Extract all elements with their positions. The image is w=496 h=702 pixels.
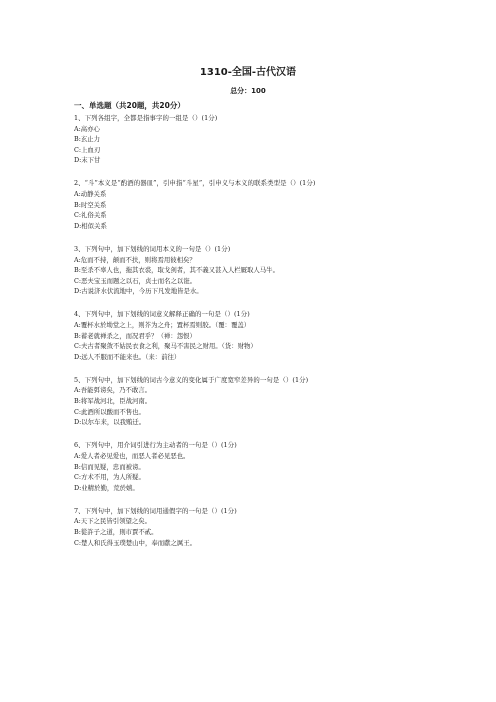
option-b: B:信而见疑，忠而被谤。 (74, 462, 145, 471)
option-c: C:楚人和氏得玉璞楚山中，奉而獻之厲王。 (74, 538, 197, 547)
question-stem: 7、下列句中，加下划线的词用通假字的一句是（）(1分) (74, 506, 237, 515)
question-4 (74, 309, 464, 362)
option-a: A:高亦心 (74, 124, 100, 133)
option-c: C:恶夫宝玉而题之以石，贞士而名之以诳。 (74, 276, 197, 285)
question-5 (74, 375, 464, 428)
question-list (74, 113, 464, 561)
option-d: D:业精於勤，荒於嬉。 (74, 483, 139, 492)
question-1 (74, 113, 464, 166)
option-d: D:古说济水伏流地中，今历下凡发地皆是水。 (74, 287, 203, 296)
option-a: A:爱人者必见爱也，而恶人者必见恶也。 (74, 451, 190, 460)
question-stem: 5、下列句中，加下划线的词古今意义的变化属于广度宽窄差异的一句是（）(1分) (74, 375, 309, 384)
option-c: C:夫古者聚敛不姑民衣食之利，聚马不害民之财用。（货：财物） (74, 342, 257, 351)
option-c: C:方术不用，为人所疑。 (74, 473, 145, 482)
option-a: A:吾能弭谤矣，乃不敢言。 (74, 386, 152, 395)
question-2 (74, 178, 464, 231)
option-b: B:将军战河北，臣战河南。 (74, 397, 152, 406)
option-d: D:末下甘 (74, 156, 101, 165)
question-stem: 3、下列句中，加下划线的词用本义的一句是（）(1分) (74, 244, 231, 253)
option-b: B:时空关系 (74, 200, 107, 209)
option-d: D:以尔车来，以我贿迁。 (74, 418, 146, 427)
document-title: 1310-全国-古代汉语 (199, 67, 297, 78)
question-stem: 4、下列句中，加下划线的词意义解释正确的一句是（）(1分) (74, 310, 250, 319)
option-b: B:蓄老就禅杀之，而况君乎？（禅：怨恨） (74, 331, 196, 340)
question-7 (74, 506, 464, 548)
option-c: C:礼俗关系 (74, 211, 107, 220)
option-d: D:相似关系 (74, 221, 107, 230)
option-c: C:此酒所以酸而不售也。 (74, 407, 145, 416)
question-3 (74, 244, 464, 297)
option-b: B:至杀不辜人也，拖其衣裘，取戈剑者，其不義又甚入人栏厩取人马牛。 (74, 266, 279, 275)
option-d: D:远人不服而不能来也。（来：前往） (74, 352, 181, 361)
option-a: A:动静关系 (74, 190, 107, 199)
option-b: B:從許子之道，則市賈不貳。 (74, 528, 158, 536)
section-heading: 一、单选题（共20题，共20分） (74, 101, 185, 110)
question-stem: 1、下列各组字，全都是指事字的一组是（）(1分) (74, 114, 218, 122)
question-6 (74, 440, 464, 493)
option-a: A:覆杯水於坳堂之上，则芥为之舟；置杯焉则胶。（覆：覆盖） (74, 321, 251, 329)
option-b: B:玄止力 (74, 135, 101, 144)
question-stem: 6、下列句中，用介词引进行为主动者的一句是（）(1分) (74, 441, 237, 450)
question-stem: 2、“斗”本义是“酌酒的器皿”，引申指“斗星”，引申义与本义的联系类型是（）(1分) (74, 179, 316, 188)
option-a: A:天下之民皆引领望之矣。 (74, 517, 152, 526)
option-c: C:上血刃 (74, 145, 101, 154)
total-score: 总分：100 (230, 87, 266, 95)
option-a: A:危而不持，颠而不扶，则将焉用彼相矣？ (74, 255, 196, 264)
